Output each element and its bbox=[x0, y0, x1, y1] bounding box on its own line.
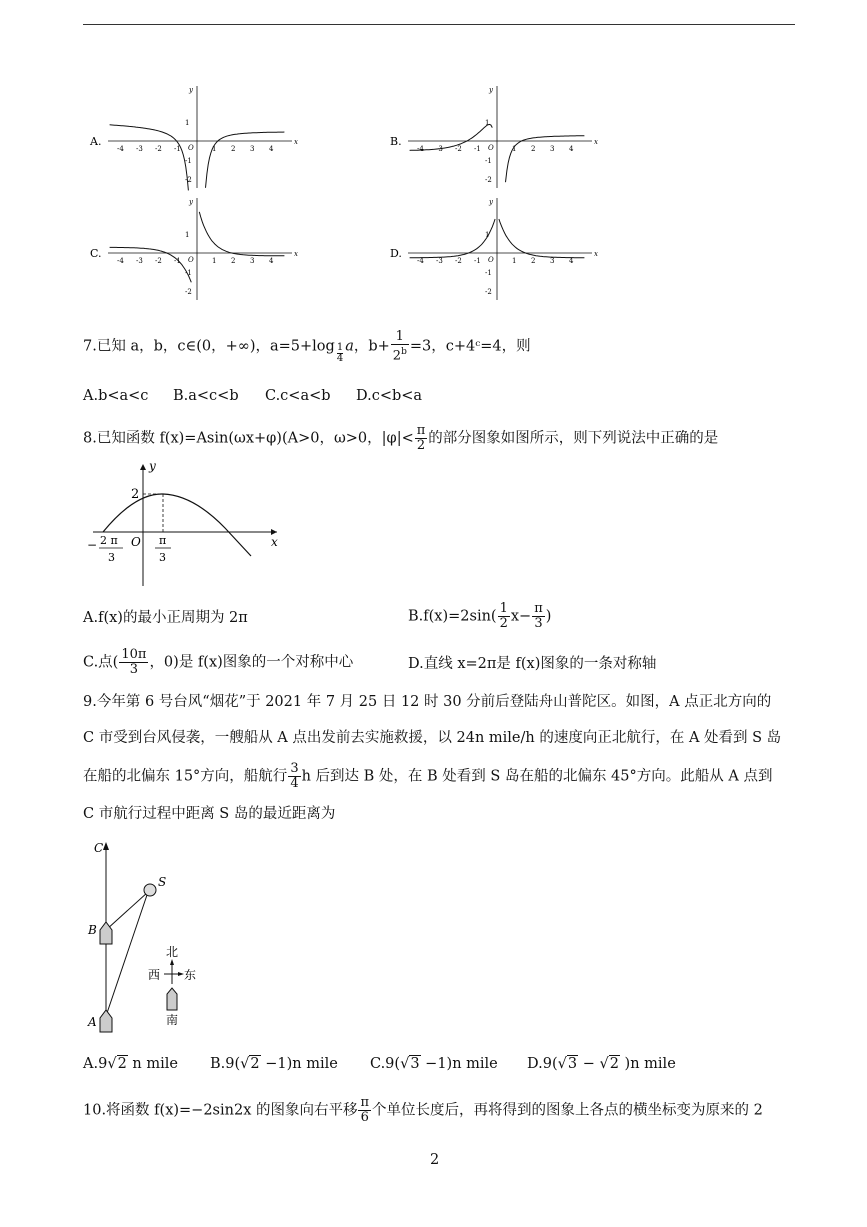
q9-option-a[interactable] bbox=[83, 1054, 178, 1074]
q6-x-tick: 1 bbox=[212, 257, 217, 265]
q9-north-arrow bbox=[103, 842, 109, 850]
q6-origin: O bbox=[488, 144, 494, 152]
q10-frac-num: π bbox=[360, 1095, 370, 1110]
q6-x-tick: -2 bbox=[155, 257, 162, 265]
q7-prefix: 7.已知 a，b，c∈(0，+∞)，a=5+ bbox=[83, 338, 313, 355]
q8-y-label: y bbox=[149, 459, 156, 473]
q6-x-tick: 2 bbox=[231, 257, 236, 265]
page-number: 2 bbox=[430, 1152, 440, 1168]
q6-x-tick: -2 bbox=[455, 145, 462, 153]
q6-y-tick: 1 bbox=[485, 231, 490, 239]
q9-diagram-svg bbox=[84, 838, 214, 1038]
q9-line-3 bbox=[83, 762, 772, 791]
q6-origin: O bbox=[188, 144, 194, 152]
q6-x-tick: 2 bbox=[231, 145, 236, 153]
q8-right-den: 3 bbox=[159, 551, 166, 564]
q9-optd-sqrt-sign-1: √ bbox=[557, 1056, 567, 1072]
q8-optb-frac bbox=[498, 602, 510, 631]
q9-line-3-frac-num: 3 bbox=[290, 761, 299, 776]
q8-optc-suffix: ，0)是 f(x)图象的一个对称中心 bbox=[149, 654, 354, 671]
q6-x-tick: 4 bbox=[269, 145, 274, 153]
q9-label-b: B bbox=[88, 923, 97, 937]
q6-x-tick: -3 bbox=[436, 257, 443, 265]
q6-x-tick: -1 bbox=[174, 257, 181, 265]
q6-option-label: A. bbox=[90, 135, 102, 148]
q9-line-4: C 市航行过程中距离 S 岛的最近距离为 bbox=[83, 806, 336, 822]
q7-mid: ，b+ bbox=[353, 338, 390, 355]
q8-sine-curve bbox=[103, 494, 251, 556]
q6-x-tick: 3 bbox=[250, 257, 255, 265]
q9-opta-rad: 2 bbox=[117, 1056, 127, 1072]
q7-frac-num: 1 bbox=[391, 330, 409, 345]
q9-compass-south: 南 bbox=[166, 1013, 179, 1027]
q8-left-num: 2 π bbox=[100, 534, 118, 547]
q9-optc-pre: C.9( bbox=[370, 1056, 401, 1072]
q10-suffix: 个单位长度后，再将得到的图象上各点的横坐标变为原来的 2 bbox=[372, 1102, 763, 1119]
q8-stem bbox=[83, 424, 718, 453]
q8-optc-frac-den: 3 bbox=[129, 662, 139, 677]
q6-y-label: y bbox=[489, 198, 493, 206]
q6-option-label: C. bbox=[90, 247, 102, 260]
q9-compass-north: 北 bbox=[166, 945, 179, 959]
q7-log-base bbox=[337, 343, 343, 364]
q8-frac bbox=[415, 424, 428, 453]
q6-y-tick: 1 bbox=[185, 119, 190, 127]
q6-graph-c bbox=[90, 198, 298, 300]
q10-prefix: 10.将函数 f(x)=−2sin2x 的图象向右平移 bbox=[83, 1102, 358, 1119]
q8-optb-frac-den: 2 bbox=[499, 616, 508, 631]
q6-y-tick: -2 bbox=[185, 288, 192, 296]
q8-graph-svg bbox=[85, 458, 285, 590]
q8-frac-num: π bbox=[416, 423, 426, 438]
q7-suffix: =3，c+4ᶜ=4，则 bbox=[409, 338, 531, 355]
q6-y-tick: -2 bbox=[485, 176, 492, 184]
q9-line-3-suffix: h 后到达 B 处，在 B 处看到 S 岛在船的北偏东 45°方向。此船从 A 点到 bbox=[301, 768, 773, 785]
q8-y-arrow bbox=[140, 464, 146, 470]
q6-x-tick: 3 bbox=[250, 145, 255, 153]
q6-x-tick: -1 bbox=[474, 257, 481, 265]
q6-x-tick: -4 bbox=[417, 257, 424, 265]
q8-prefix: 8.已知函数 f(x)=Asin(ωx+φ)(A>0，ω>0，|φ|< bbox=[83, 430, 414, 447]
q9-compass-north-arrow bbox=[170, 959, 174, 965]
q6-x-tick: -1 bbox=[174, 145, 181, 153]
q6-option-label: B. bbox=[390, 135, 402, 148]
q8-option-c[interactable] bbox=[83, 648, 353, 677]
q9-line-3-prefix: 在船的北偏东 15°方向，船航行 bbox=[83, 768, 288, 785]
q6-graph-b bbox=[390, 86, 598, 188]
q6-graph-svg bbox=[80, 80, 610, 305]
q9-opta-post: n mile bbox=[127, 1056, 178, 1072]
q6-origin: O bbox=[488, 256, 494, 264]
q6-x-tick: -3 bbox=[136, 257, 143, 265]
q8-optb-frac2-den: 3 bbox=[534, 616, 543, 631]
q6-y-tick: 1 bbox=[185, 231, 190, 239]
q7-option-d[interactable]: D.c<b<a bbox=[356, 388, 423, 404]
q8-option-d[interactable]: D.直线 x=2π是 f(x)图象的一条对称轴 bbox=[408, 656, 657, 672]
q9-compass-west: 西 bbox=[148, 968, 161, 982]
q6-x-tick: -4 bbox=[117, 257, 124, 265]
q9-opta-sqrt-sign: √ bbox=[107, 1056, 117, 1072]
q8-optb-frac-num: 1 bbox=[499, 601, 508, 616]
q9-optb-rad: 2 bbox=[250, 1056, 260, 1072]
q9-optb-pre: B.9( bbox=[210, 1056, 241, 1072]
q9-label-s: S bbox=[158, 875, 167, 889]
q6-x-tick: 1 bbox=[512, 145, 517, 153]
q8-x-label: x bbox=[271, 535, 278, 549]
q6-graph-d bbox=[390, 198, 598, 300]
q9-optd-post: )n mile bbox=[619, 1056, 676, 1072]
q6-curve-left bbox=[110, 125, 189, 191]
q9-optd-pre: D.9( bbox=[527, 1056, 558, 1072]
q6-x-tick: -3 bbox=[436, 145, 443, 153]
q9-optd-rad1: 3 bbox=[567, 1056, 578, 1072]
q9-line-2: C 市受到台风侵袭，一艘船从 A 点出发前去实施救援，以 24n mile/h 的速度向正北航行，在 A 处看到 S 岛 bbox=[83, 730, 782, 746]
q10-frac bbox=[358, 1096, 371, 1125]
q8-left-den: 3 bbox=[108, 551, 115, 564]
q6-curve-left bbox=[410, 219, 496, 258]
q7-log-base-num: 1 bbox=[336, 341, 344, 353]
q9-compass-ship-icon bbox=[167, 988, 177, 1010]
q10-stem bbox=[83, 1096, 763, 1125]
q6-origin: O bbox=[188, 256, 194, 264]
q6-curve-right bbox=[206, 132, 285, 188]
q6-y-tick: -1 bbox=[485, 157, 492, 165]
q9-ship-b-icon bbox=[100, 922, 112, 944]
q6-y-tick: -2 bbox=[185, 176, 192, 184]
q6-x-label: x bbox=[594, 138, 598, 146]
q6-x-tick: -2 bbox=[155, 145, 162, 153]
q8-optb-mid: x− bbox=[510, 608, 532, 625]
q7-option-a[interactable]: A.b<a<c bbox=[83, 388, 149, 404]
q6-curve-right bbox=[499, 219, 585, 258]
q9-line-3-frac bbox=[288, 762, 300, 791]
q6-y-tick: -1 bbox=[485, 269, 492, 277]
q8-option-b[interactable] bbox=[408, 602, 551, 631]
q6-graphs bbox=[80, 80, 610, 305]
q9-option-c[interactable] bbox=[370, 1054, 498, 1074]
q7-frac bbox=[391, 330, 409, 363]
q6-y-label: y bbox=[189, 198, 193, 206]
q6-x-tick: -4 bbox=[417, 145, 424, 153]
q8-origin: O bbox=[131, 535, 141, 549]
q6-curve-right bbox=[199, 212, 284, 256]
q8-optb-frac2 bbox=[532, 602, 545, 631]
q9-label-c: C bbox=[94, 841, 104, 855]
q9-option-b[interactable] bbox=[210, 1054, 338, 1074]
q6-x-tick: -2 bbox=[455, 257, 462, 265]
q8-left-sign: − bbox=[87, 538, 98, 552]
q8-frac-den: 2 bbox=[416, 438, 426, 453]
q6-y-tick: -1 bbox=[185, 157, 192, 165]
q9-opta-pre: A.9 bbox=[83, 1056, 108, 1072]
q10-frac-den: 6 bbox=[360, 1110, 369, 1125]
q9-island-icon bbox=[144, 884, 156, 896]
q7-log: log bbox=[312, 338, 335, 355]
q6-graph-a bbox=[89, 86, 298, 190]
q7-frac-den bbox=[391, 345, 409, 363]
q7-stem bbox=[83, 330, 531, 364]
q6-x-tick: 4 bbox=[569, 145, 574, 153]
q6-option-label: D. bbox=[390, 247, 402, 260]
q6-x-tick: -3 bbox=[136, 145, 143, 153]
q9-optd-rad2: 2 bbox=[609, 1056, 619, 1072]
q8-suffix: 的部分图象如图所示，则下列说法中正确的是 bbox=[428, 430, 719, 447]
q6-x-tick: 1 bbox=[212, 145, 217, 153]
q7-frac-den-exp: b bbox=[401, 347, 407, 357]
q6-x-tick: 3 bbox=[550, 257, 555, 265]
q9-ship-a-icon bbox=[100, 1010, 112, 1032]
q6-y-tick: -2 bbox=[485, 288, 492, 296]
q9-optc-sqrt-sign: √ bbox=[400, 1056, 410, 1072]
q6-x-label: x bbox=[294, 250, 298, 258]
q9-optd-sqrt-sign-2: √ bbox=[599, 1056, 609, 1072]
q8-y-value: 2 bbox=[131, 487, 140, 502]
q9-line-1: 9.今年第 6 号台风“烟花”于 2021 年 7 月 25 日 12 时 30 分前后登陆舟山普陀区。如图，A 点正北方向的 bbox=[83, 694, 772, 710]
q6-x-tick: 2 bbox=[531, 257, 536, 265]
q6-y-tick: 1 bbox=[485, 119, 490, 127]
q8-optc-prefix: C.点( bbox=[83, 654, 119, 671]
q9-optb-post: −1)n mile bbox=[260, 1056, 338, 1072]
q9-label-a: A bbox=[88, 1015, 97, 1029]
q6-x-tick: 4 bbox=[269, 257, 274, 265]
q8-optb-prefix: B.f(x)=2sin( bbox=[408, 608, 497, 625]
q6-x-tick: 4 bbox=[569, 257, 574, 265]
q8-right-num: π bbox=[159, 534, 167, 547]
q6-x-tick: 1 bbox=[512, 257, 517, 265]
q8-optb-frac2-num: π bbox=[534, 601, 543, 616]
q9-optb-sqrt-sign: √ bbox=[240, 1056, 250, 1072]
q9-option-d[interactable] bbox=[527, 1054, 676, 1074]
q6-x-tick: 3 bbox=[550, 145, 555, 153]
q9-line-3-frac-den: 4 bbox=[290, 776, 299, 791]
q9-optc-rad: 3 bbox=[410, 1056, 420, 1072]
header-rule bbox=[83, 24, 795, 25]
q9-optd-mid: − bbox=[578, 1056, 600, 1072]
q9-compass-east: 东 bbox=[184, 968, 197, 982]
q8-optb-suffix: ) bbox=[545, 608, 552, 625]
q6-x-label: x bbox=[294, 138, 298, 146]
q6-y-label: y bbox=[489, 86, 493, 94]
q6-x-tick: -4 bbox=[117, 145, 124, 153]
q8-option-a[interactable]: A.f(x)的最小正周期为 2π bbox=[83, 610, 248, 626]
q8-optc-frac-num: 10π bbox=[121, 647, 147, 662]
q6-x-tick: -1 bbox=[474, 145, 481, 153]
q6-y-label: y bbox=[189, 86, 193, 94]
q8-graph bbox=[85, 458, 285, 590]
q6-y-tick: -1 bbox=[185, 269, 192, 277]
q7-option-b[interactable]: B.a<c<b bbox=[173, 388, 239, 404]
q7-frac-den-base: 2 bbox=[392, 348, 402, 364]
q8-optc-frac bbox=[119, 648, 148, 677]
q6-x-label: x bbox=[594, 250, 598, 258]
q6-x-tick: 2 bbox=[531, 145, 536, 153]
q7-log-base-den: 4 bbox=[336, 352, 344, 364]
q9-optc-post: −1)n mile bbox=[420, 1056, 498, 1072]
q9-diagram bbox=[84, 838, 214, 1038]
q7-log-arg: a bbox=[345, 338, 354, 355]
q6-curve-right bbox=[506, 136, 585, 183]
q7-option-c[interactable]: C.c<a<b bbox=[265, 388, 331, 404]
